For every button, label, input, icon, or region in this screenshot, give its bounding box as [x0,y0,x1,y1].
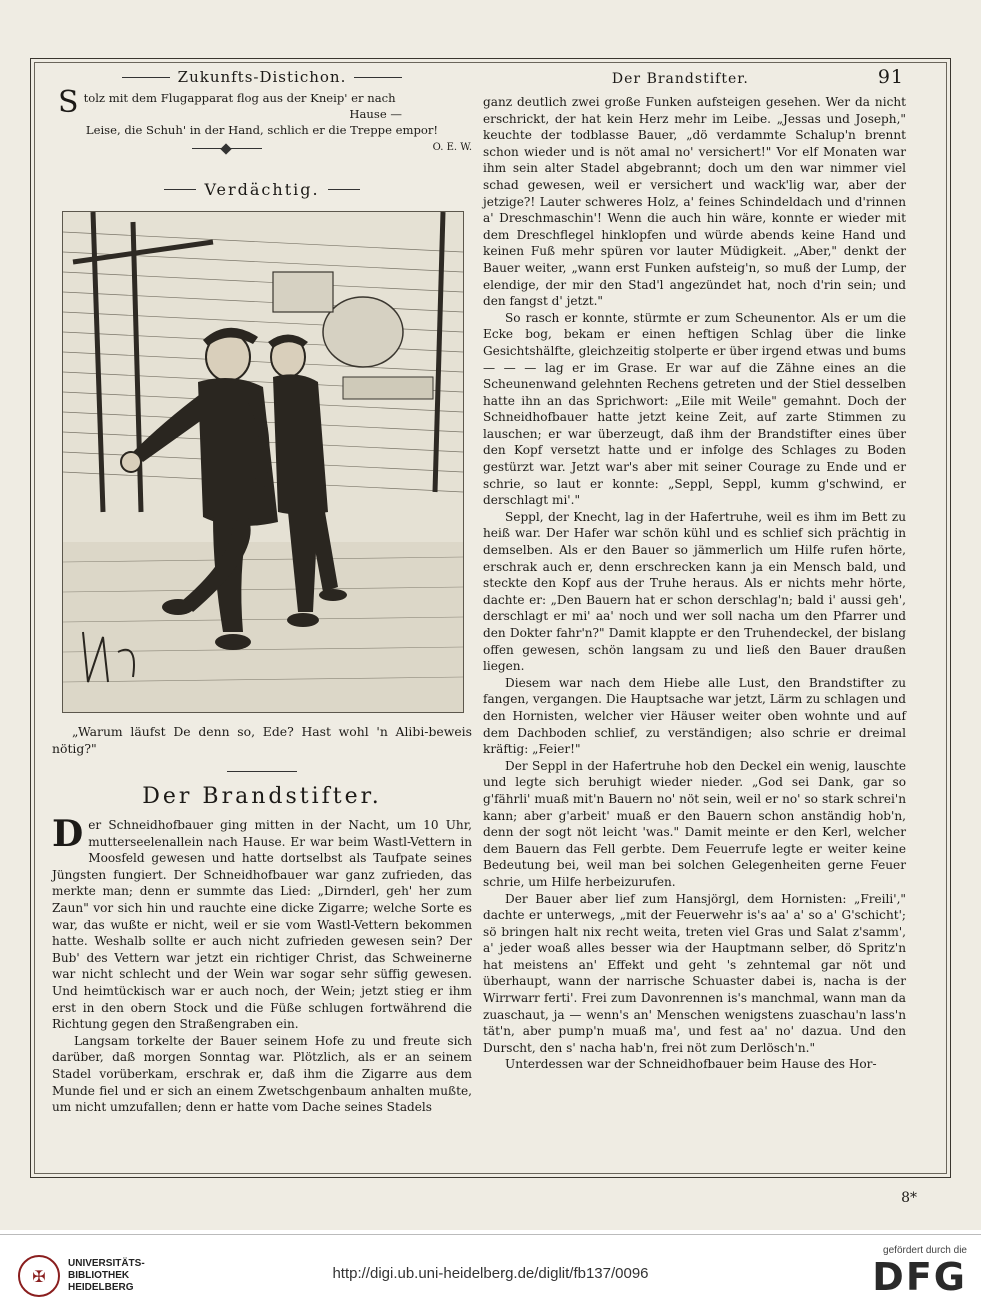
university-name-line: BIBLIOTHEK [68,1270,130,1281]
signature-mark: 8* [901,1190,917,1206]
poem [52,85,472,156]
heading-ornament-left [122,77,170,78]
story-paragraph: ganz deutlich zwei große Funken aufsteigen gesehen. Wer da nicht erschrickt, der hat kein Herz mehr im Leibe. „Jessas und Joseph," keuchte der todblasse Bauer, „dö verdammte Schalup'n brennt schon wieder und is nöt amal no' versichert!" Vor elf Monaten war ihm sein alter Stadel abgebrannt; doch um den war nimmer viel schad gewesen, weil er versichert und wack'lig war, aber der jetzige?! Lauter schweres Holz, a' feines Schindeldach und d'rinnen a' Dreschmaschin'! Wenn die auch hin wäre, konnte er wieder mit dem Dreschflegel hinklopfen und würde abends keine Hand und keinen Fuß mehr spüren vor lauter Müdigkeit. „Aber," denkt der Bauer weiter, „wann erst Funken aufsteig'n, so muß der Lump, der elendige, der mir den Stad'l angezündet hat, noch d'rin sein; und den fangst d' jetzt." [483,95,906,309]
story-paragraph: So rasch er konnte, stürmte er zum Scheunentor. Als er um die Ecke bog, bekam er einen heftigen Schlag über die linke Gesichtshälfte, gleichzeitig stolperte er über irgend etwas und bums — — — lag er im Grase. Er war auf die Zähne eines an die Scheunenwand gelehnten Rechens getreten und der Stiel desselben hatte ihn an das Sprichwort: „Eile mit Weile" gemahnt. Doch der Schneidhofbauer hatte jetzt keine Zeit, auf zarte Stimmen zu lauschen; er war überzeugt, daß ihm der Brandstifter eines über den Kopf versetzt hatte und er infolge des Schlages zu Boden gestürzt war. Jetzt war's aber mit seiner Courage zu Ende und er schrie, so laut er konnte: „Seppl, Seppl, kumm g'schwind, er derschlagt mi'." [483,310,906,508]
cartoon-caption: „Warum läufst De denn so, Ede? Hast wohl 'n Alibi-beweis nötig?" [52,724,472,756]
poem-signature-row [52,140,472,156]
cartoon-illustration [62,211,464,713]
poem-signature: O. E. W. [432,142,472,153]
heading-ornament-left [164,189,196,190]
university-seal-icon: ✠ [18,1255,60,1297]
section-divider [227,771,297,772]
cartoon-heading: Verdächtig. [204,180,320,199]
page-number: 91 [877,66,904,88]
story-title: Der Brandstifter. [142,784,382,809]
viewer-footer [0,1234,981,1314]
story-body-left [52,813,472,1116]
university-name-line: UNIVERSITÄTS- [68,1258,145,1269]
story-paragraph: Unterdessen war der Schneidhofbauer beim Hause des Hor- [505,1057,877,1072]
poem-line-1b: Hause — [349,107,402,121]
poem-heading: Zukunfts-Distichon. [177,68,347,86]
left-column [52,62,472,1116]
poem-heading-row [52,68,472,86]
story-paragraph: Langsam torkelte der Bauer seinem Hofe zu und freute sich darüber, daß morgen Sonntag war. Plötzlich, als er an seinem Stadel vorüberkam, erschrak er, daß ihm die Zigarre aus dem Munde fiel und er sich an einem Zwetschgenbaum anhalten mußte, um nicht umzufallen; denn er hatte vom Dache seines Stadels [52,1033,472,1115]
story-paragraph: Diesem war nach dem Hiebe alle Lust, den Brandstifter zu fangen, vergangen. Die Hauptsache war jetzt, Lärm zu schlagen und den Hornisten, welcher vier Häuser weiter oben wohnte und auf dem Dachboden schlief, zu verständigen; also schrie er dreimal kräftig: „Feier!" [483,675,906,757]
running-head-title: Der Brandstifter. [611,71,749,87]
dfg-logo: DFG [872,1255,967,1299]
funder-logo[interactable] [872,1245,967,1298]
cartoon-drawing [63,212,463,712]
poem-line-1a: tolz mit dem Flugapparat flog aus der Kneip' er nach [83,91,396,105]
funded-by-label: gefördert durch die [883,1245,967,1256]
story-paragraph-text: er Schneidhofbauer ging mitten in der Nacht, um 10 Uhr, mutterseelenallein nach Hause. Er war beim Wastl-Vettern in Moosfeld gewesen und hatte dortselbst als Taufpate seines Jüngsten fungiert. Der Schneidhofbauer war ganz zufrieden, das merkte man; denn er summte das Lied: „Dirnderl, geh' her zum Zaun" vor sich hin und rauchte eine dicke Zigarre; welche Sorte es war, das wußte er nicht, weil er sie vom Wastl-Vettern bekommen hatte. Weshalb sollte er auch nicht zufrieden gewesen sein? Der Bub' des Vettern war jetzt ein richtiger Christ, das Schweinerne war nicht schlecht und der Wein war sogar sehr süffig gewesen. Und heimtückisch war er auch noch, der Wein; jetzt stieg er ihm erst in den obern Stock und die Füße schlugen fortwährend die Richtung gegen den Straßengraben ein. [52,818,472,1032]
poem-ornament [192,148,262,149]
permalink-url[interactable]: http://digi.ub.uni-heidelberg.de/diglit/fb137/0096 [332,1265,649,1282]
story-paragraph [52,813,472,1033]
university-name-line: HEIDELBERG [68,1282,134,1293]
story-paragraph: Seppl, der Knecht, lag in der Hafertruhe, weil es ihm im Bett zu heiß war. Der Hafer war schön kühl und es schlief sich prächtig in demselben. Als er den Bauer so jämmerlich um Hilfe rufen hörte, erschrak auch er, denn erschrecken kann ja ein Mensch bald, und steckte den Kopf aus der Truhe heraus. Als er nichts mehr hörte, dachte er: „Den Bauern hat er schon derschlag'n; bald i' aussi geh', derschlagt er mi' aa' noch und wer soll nacha um den Pfarrer und den Dokter fahr'n?" Damit klappte er den Truhendeckel, der bislang offen gewesen, schön langsam zu und ließ den Bauer draußen liegen. [483,509,906,674]
heading-ornament-right [354,77,402,78]
story-body-right [483,94,906,1073]
story-drop-cap: D [52,813,84,855]
story-paragraph: Der Seppl in der Hafertruhe hob den Deckel ein wenig, lauschte und legte sich beruhigt wieder nieder. „God sei Dank, gar so g'fährli' muaß mit'n Bauern no' nöt sein, weil er no' so stark schrei'n kann; aber g'arbeit' muaß er den Bauern schon anständig hob'n, denn der sogt nöt leicht 'was." Damit meinte er den Kerl, welcher dem Bauern das Fell gerbte. Dem Feuerrufe legte er weiter keine Bedeutung bei, weil man bei solchen Gelegenheiten gerne Feuer schrie, um Hilfe herbeizurufen. [483,758,906,889]
right-column [483,62,906,1073]
cartoon-heading-row [52,180,472,199]
poem-line-2: Leise, die Schuh' in der Hand, schlich er die Treppe empor! [85,123,439,137]
poem-drop-cap: S [58,85,79,120]
story-paragraph: Der Bauer aber lief zum Hansjörgl, dem Hornisten: „Freili'," dachte er unterwegs, „mit der Feuerwehr is's aa' a' so a' G'schicht'; sö bringen halt nix recht weita, treten viel Gras und Salat z'samm', a' jeder woaß alles besser wia der Hauptmann selber, dö Spritz'n hat meistens an' Effekt und geht 's zehntemal gar nöt und überhaupt, wann der narrische Schuaster dabei is, nacha is der Wirrwarr ferti'. Frei zum Davonrennen is's manchmal, wann man da zuaschaut, ja — wenn's an' Menschen wenigstens zuaschau'n lass'n tät'n, aber pump'n muaß ma', und fest aa' no' dazua. Und den Durscht, den s' nacha hab'n, frei nöt zum Derlösch'n." [483,891,906,1055]
running-head [483,66,906,88]
heading-ornament-right [328,189,360,190]
